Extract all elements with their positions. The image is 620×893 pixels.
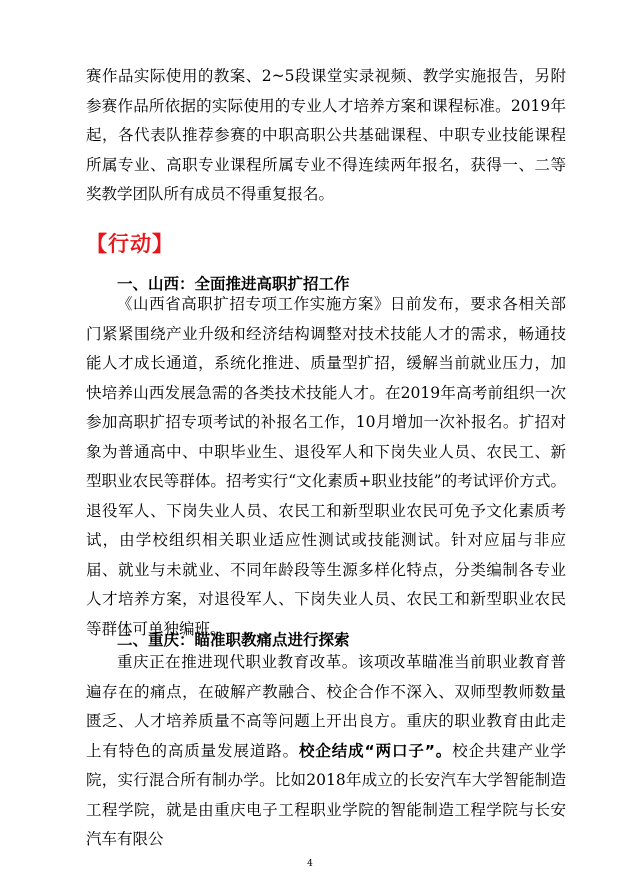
intro-paragraph: 赛作品实际使用的教案、2~5段课堂实录视频、教学实施报告，另附参赛作品所依据的实际使用的专业人才培养方案和课程标准。2019年起，各代表队推荐参赛的中职高职公共基础课程、中职专业技能课程所属专业、高职专业课程所属专业不得连续两年报名，获得一、二等奖教学团队所有成员不得重复报名。 xyxy=(86,67,566,203)
chongqing-bold-phrase: 校企结成“两口子”。 xyxy=(298,741,453,760)
shanxi-heading: 一、山西：全面推进高职扩招工作 xyxy=(117,275,350,293)
page-number: 4 xyxy=(307,859,313,869)
section-title-action: 【行动】 xyxy=(86,232,174,256)
chongqing-body-part2: 校企共建产业学院，实行混合所有制办学。比如2018年成立的长安汽车大学智能制造工程学院，就是由重庆电子工程职业学院的智能制造工程学院与长安汽车有限公 xyxy=(86,741,566,848)
chongqing-body-part1: 重庆正在推进现代职业教育改革。该项改革瞄准当前职业教育普遍存在的痛点，在破解产教融合、校企合作不深入、双师型教师数量匮乏、人才培养质量不高等问题上开出良方。重庆的职业教育由此走上有特色的高质量发展道路。 xyxy=(86,653,566,760)
chongqing-heading: 二、重庆：瞄准职教痛点进行探索 xyxy=(117,631,350,649)
shanxi-paragraph: 《山西省高职扩招专项工作实施方案》日前发布，要求各相关部门紧紧围绕产业升级和经济结构调整对技术技能人才的需求，畅通技能人才成长通道，系统化推进、质量型扩招，缓解当前就业压力，加快培养山西发展急需的各类技术技能人才。在2019年高考前组织一次参加高职扩招专项考试的补报名工作，10月增加一次补报名。扩招对象为普通高中、中职毕业生、退役军人和下岗失业人员、农民工、新型职业农民等群体。招考实行“文化素质+职业技能”的考试评价方式。退役军人、下岗失业人员、农民工和新型职业农民可免予文化素质考试，由学校组织相关职业适应性测试或技能测试。针对应届与非应届、就业与未就业、不同年龄段等生源多样化特点，分类编制各专业人才培养方案，对退役军人、下岗失业人员、农民工和新型职业农民等群体可单独编班。 xyxy=(86,295,566,638)
chongqing-paragraph xyxy=(86,648,566,855)
